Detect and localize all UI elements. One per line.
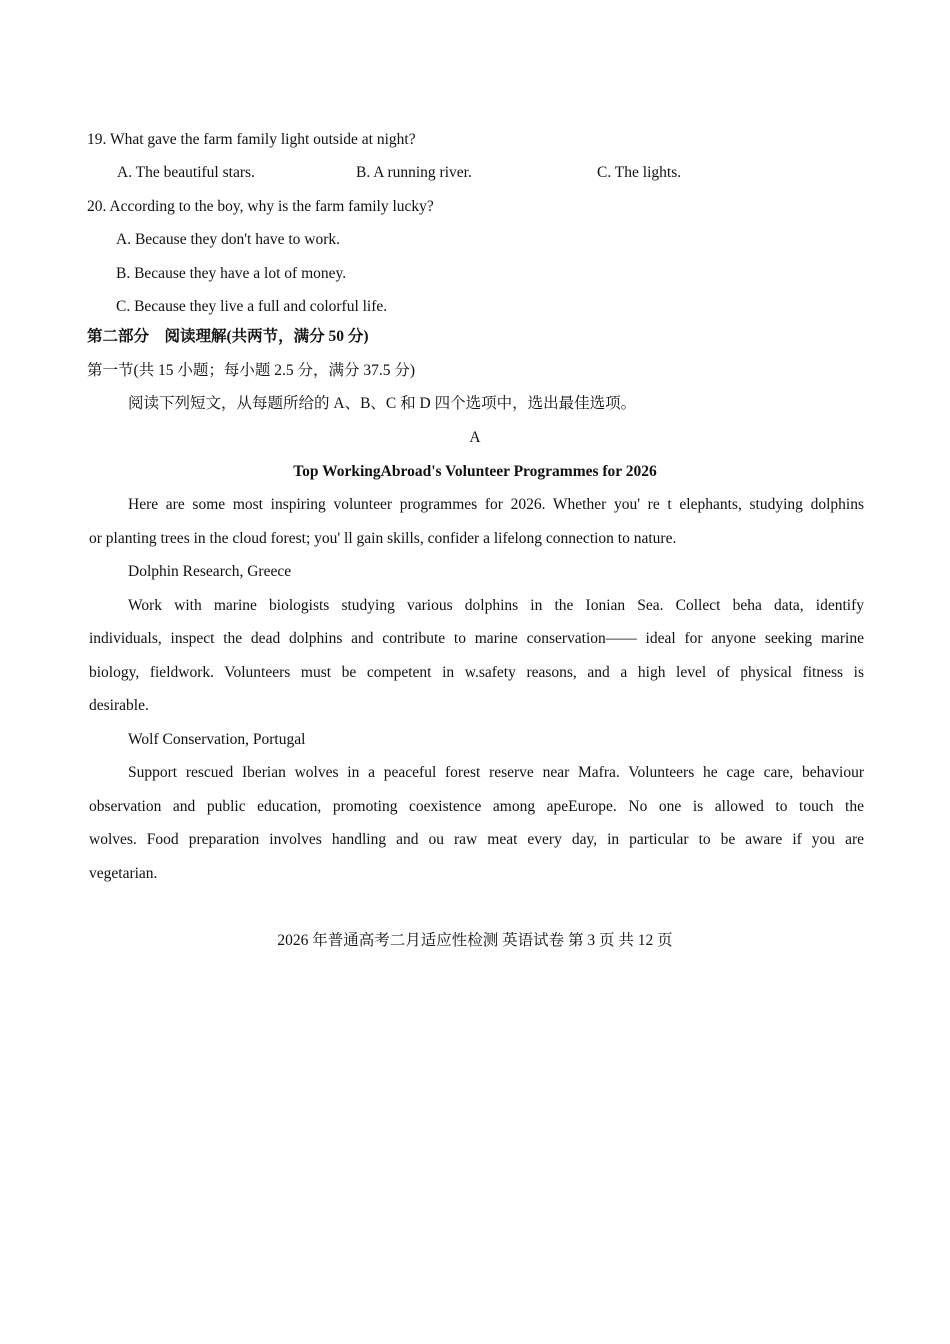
question-20-option-c: C. Because they live a full and colorful life. [116,298,388,315]
dolphin-heading: Dolphin Research, Greece [128,563,292,580]
question-20-option-b: B. Because they have a lot of money. [116,265,347,282]
section1-heading: 第一节(共 15 小题；每小题 2.5 分，满分 37.5 分) [87,362,416,379]
question-19-option-a: A. The beautiful stars. [117,164,255,181]
wolf-heading: Wolf Conservation, Portugal [128,731,306,748]
dolphin-line-3: biology, fieldwork. Volunteers must be competent in w.safety reasons, and a high level of physical fitness is [89,664,864,681]
intro-line-1: Here are some most inspiring volunteer programmes for 2026. Whether you' re t elephants, studying dolphins [128,496,864,513]
wolf-line-2: observation and public education, promoting coexistence among apeEurope. No one is allowed to touch the [89,798,864,815]
intro-line-2: or planting trees in the cloud forest; you' ll gain skills, confider a lifelong connection to nature. [89,530,677,547]
dolphin-line-4: desirable. [89,697,149,714]
wolf-line-3: wolves. Food preparation involves handling and ou raw meat every day, in particular to be aware if you are [89,831,864,848]
page-footer: 2026 年普通高考二月适应性检测 英语试卷 第 3 页 共 12 页 [277,932,673,949]
passage-letter: A [469,429,481,446]
wolf-line-4: vegetarian. [89,865,158,882]
passage-title: Top WorkingAbroad's Volunteer Programmes for 2026 [293,463,657,480]
reading-instruction: 阅读下列短文，从每题所给的 A、B、C 和 D 四个选项中，选出最佳选项。 [128,395,637,412]
question-20-stem: 20. According to the boy, why is the farm family lucky? [87,198,434,215]
question-19-option-c: C. The lights. [597,164,682,181]
wolf-line-1: Support rescued Iberian wolves in a peaceful forest reserve near Mafra. Volunteers he cage care, behaviour [128,764,864,781]
dolphin-line-2: individuals, inspect the dead dolphins and contribute to marine conservation—— ideal for anyone seeking marine [89,630,864,647]
question-19-stem: 19. What gave the farm family light outside at night? [87,131,416,148]
dolphin-line-1: Work with marine biologists studying various dolphins in the Ionian Sea. Collect beha data, identify [128,597,864,614]
question-20-option-a: A. Because they don't have to work. [116,231,341,248]
question-19-option-b: B. A running river. [356,164,472,181]
part2-heading: 第二部分 阅读理解(共两节，满分 50 分) [87,328,369,345]
